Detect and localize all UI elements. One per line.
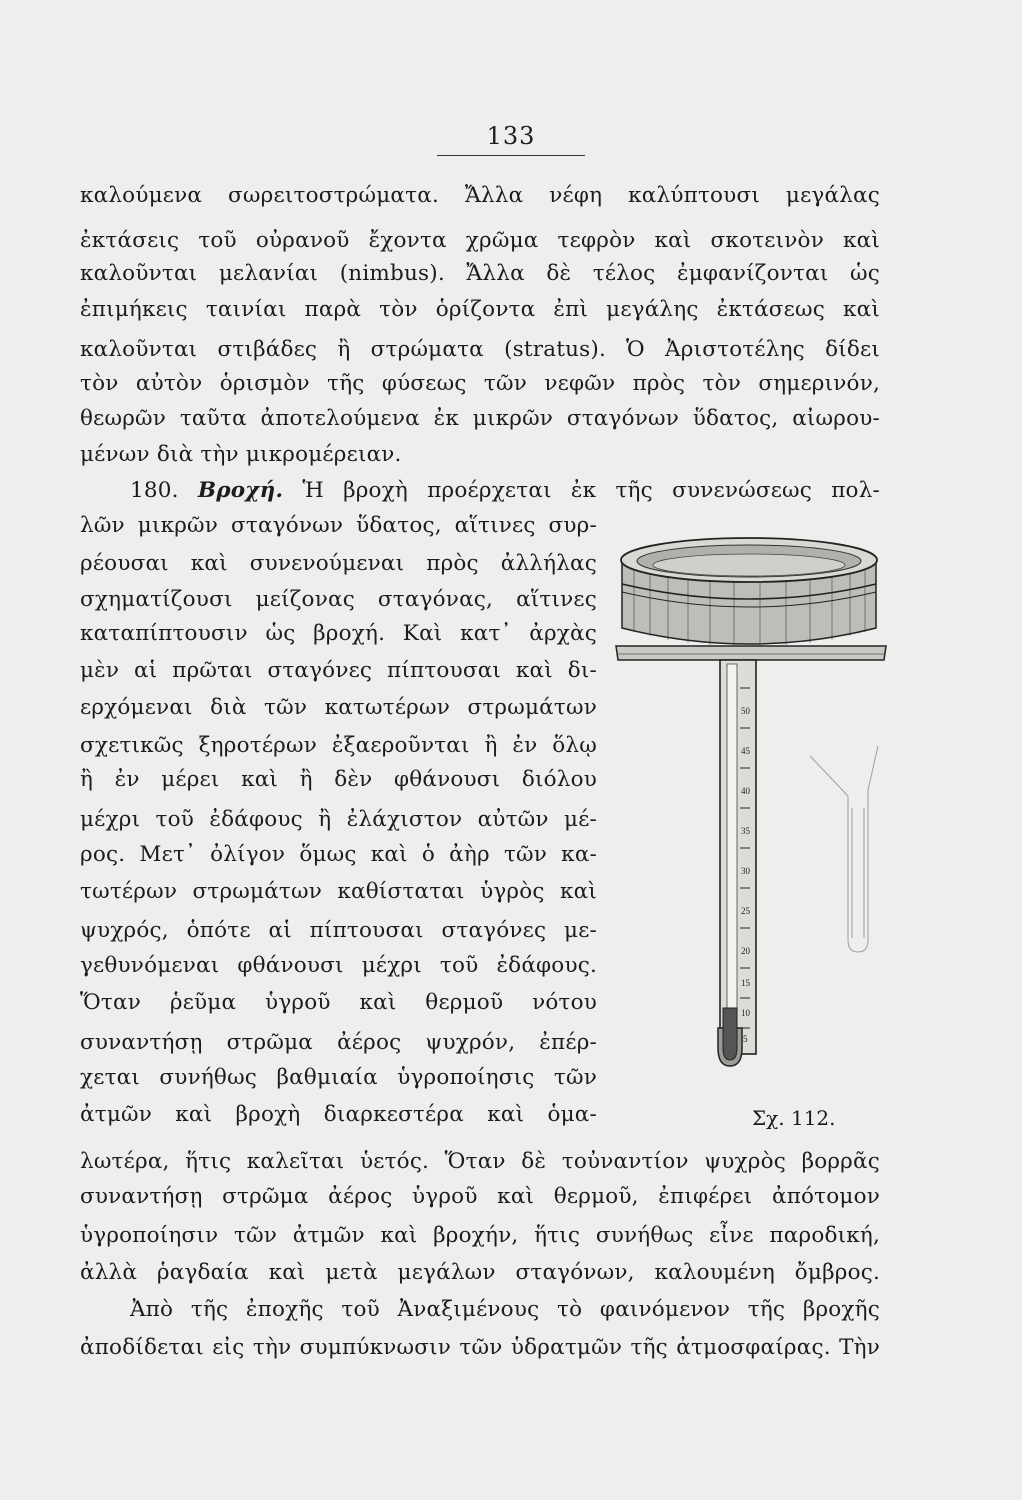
- header-rule: [437, 155, 585, 156]
- text-line: ἐπιμήκεις ταινίαι παρὰ τὸν ὁρίζοντα ἐπὶ μεγάλης ἐκτάσεως καὶ: [80, 297, 880, 322]
- section-number: 180.: [130, 478, 179, 503]
- text-line: Ὅταν ῥεῦμα ὑγροῦ καὶ θερμοῦ νότου: [80, 990, 597, 1015]
- gauge-scale-label: 35: [741, 826, 750, 836]
- text-line: καταπίπτουσιν ὡς βροχή. Καὶ κατ᾽ ἀρχὰς: [80, 621, 597, 646]
- section-heading-line: [80, 476, 880, 506]
- text-line: γεθυνόμεναι φθάνουσι μέχρι τοῦ ἐδάφους.: [80, 953, 597, 978]
- gauge-scale-label: 30: [741, 866, 750, 876]
- text-line: ὑγροποίησιν τῶν ἀτμῶν καὶ βροχήν, ἥτις συνήθως εἶνε παροδική,: [80, 1223, 880, 1248]
- text-line: συναντήσῃ στρῶμα ἀέρος ψυχρόν, ἐπέρ-: [80, 1030, 597, 1055]
- gauge-scale-label: 5: [743, 1034, 748, 1044]
- text-line: σχηματίζουσι μείζονας σταγόνας, αἵτινες: [80, 587, 597, 612]
- gauge-scale-label: 50: [741, 706, 750, 716]
- text-line: θεωρῶν ταῦτα ἀποτελούμενα ἐκ μικρῶν σταγόνων ὕδατος, αἰωρου-: [80, 406, 880, 431]
- section-first-line: Ἡ βροχὴ προέρχεται ἐκ τῆς συνενώσεως πολ-: [302, 478, 880, 503]
- text-line: τὸν αὐτὸν ὁρισμὸν τῆς φύσεως τῶν νεφῶν πρὸς τὸν σημερινόν,: [80, 371, 880, 396]
- text-line: συναντήσῃ στρῶμα ἀέρος ὑγροῦ καὶ θερμοῦ, ἐπιφέρει ἀπότομον: [80, 1184, 880, 1209]
- text-line: μένων διὰ τὴν μικρομέρειαν.: [80, 442, 402, 467]
- text-line: ἐκτάσεις τοῦ οὐρανοῦ ἔχοντα χρῶμα τεφρὸν καὶ σκοτεινὸν καὶ: [80, 228, 880, 253]
- gauge-scale-label: 10: [741, 1008, 750, 1018]
- text-line: σχετικῶς ξηροτέρων ἐξαεροῦνται ἢ ἐν ὅλῳ: [80, 733, 597, 758]
- text-line: ερχόμεναι διὰ τῶν κατωτέρων στρωμάτων: [80, 695, 597, 720]
- gauge-scale-label: 45: [741, 746, 750, 756]
- text-line: λῶν μικρῶν σταγόνων ὕδατος, αἵτινες συρ-: [80, 513, 597, 538]
- gauge-scale-label: 25: [741, 906, 750, 916]
- text-line: καλοῦνται στιβάδες ἢ στρώματα (stratus). Ὁ Ἀριστοτέλης δίδει: [80, 337, 880, 362]
- text-line: ἀποδίδεται εἰς τὴν συμπύκνωσιν τῶν ὑδρατμῶν τῆς ἀτμοσφαίρας. Τὴν: [80, 1335, 880, 1360]
- text-line: ρος. Μετ᾽ ὀλίγον ὅμως καὶ ὁ ἀὴρ τῶν κα-: [80, 842, 597, 867]
- text-line: χεται συνήθως βαθμιαία ὑγροποίησις τῶν: [80, 1065, 597, 1090]
- text-line: καλούμενα σωρειτοστρώματα. Ἄλλα νέφη καλύπτουσι μεγάλας: [80, 183, 880, 208]
- text-line: μέχρι τοῦ ἐδάφους ἢ ἐλάχιστον αὐτῶν μέ-: [80, 807, 597, 832]
- text-line: ρέουσαι καὶ συνενούμεναι πρὸς ἀλλήλας: [80, 551, 597, 576]
- text-line: ἀτμῶν καὶ βροχὴ διαρκεστέρα καὶ ὁμα-: [80, 1102, 597, 1127]
- rain-gauge-illustration: [610, 528, 890, 1088]
- gauge-scale-label: 40: [741, 786, 750, 796]
- text-line: ἀλλὰ ῥαγδαία καὶ μετὰ μεγάλων σταγόνων, καλουμένη ὄμβρος.: [80, 1260, 880, 1285]
- section-title: Βροχή.: [197, 478, 284, 503]
- text-line: ἢ ἐν μέρει καὶ ἢ δὲν φθάνουσι διόλου: [80, 767, 597, 792]
- text-line: ψυχρός, ὁπότε αἱ πίπτουσαι σταγόνες με-: [80, 918, 597, 943]
- page-number: 133: [486, 122, 536, 150]
- gauge-scale-label: 15: [741, 978, 750, 988]
- text-line: μὲν αἱ πρῶται σταγόνες πίπτουσαι καὶ δι-: [80, 658, 597, 683]
- gauge-scale-label: 20: [741, 946, 750, 956]
- figure-caption: Σχ. 112.: [752, 1106, 836, 1130]
- text-line: λωτέρα, ἥτις καλεῖται ὑετός. Ὅταν δὲ τοὐναντίον ψυχρὸς βορρᾶς: [80, 1149, 880, 1174]
- text-line: τωτέρων στρωμάτων καθίσταται ὑγρὸς καὶ: [80, 879, 597, 904]
- text-line: καλοῦνται μελανίαι (nimbus). Ἄλλα δὲ τέλος ἐμφανίζονται ὡς: [80, 261, 880, 286]
- text-line: Ἀπὸ τῆς ἐποχῆς τοῦ Ἀναξιμένους τὸ φαινόμενον τῆς βροχῆς: [130, 1297, 880, 1322]
